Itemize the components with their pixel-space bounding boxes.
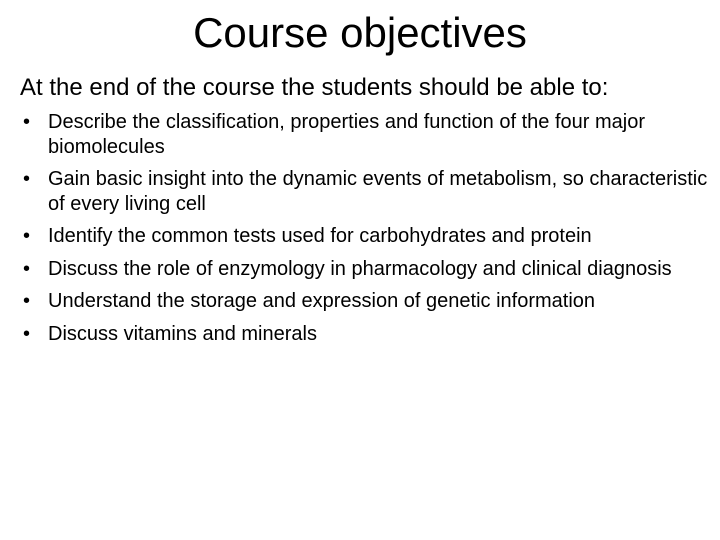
bullet-icon: • — [23, 111, 31, 133]
objective-item — [20, 257, 710, 282]
objectives-list — [20, 110, 710, 354]
objective-text: Gain basic insight into the dynamic events of metabolism, so characteristic of every living cell — [48, 168, 708, 215]
objective-item — [20, 224, 710, 249]
objective-item — [20, 289, 710, 314]
objective-item — [20, 110, 710, 159]
objective-text: Describe the classification, properties and function of the four major biomolecules — [48, 111, 645, 158]
bullet-icon: • — [23, 168, 31, 190]
objective-text: Identify the common tests used for carbohydrates and protein — [48, 225, 592, 247]
objective-text: Understand the storage and expression of genetic information — [48, 290, 596, 312]
objective-text: Discuss the role of enzymology in pharmacology and clinical diagnosis — [48, 257, 672, 280]
objective-item — [20, 322, 710, 347]
bullet-icon: • — [23, 290, 31, 312]
objective-text: Discuss vitamins and minerals — [48, 322, 317, 345]
bullet-icon: • — [23, 257, 31, 280]
bullet-icon: • — [23, 225, 31, 247]
objective-item — [20, 167, 710, 216]
slide-title: Course objectives — [193, 9, 527, 56]
intro-text: At the end of the course the students should be able to: — [20, 74, 609, 101]
bullet-icon: • — [23, 322, 31, 345]
